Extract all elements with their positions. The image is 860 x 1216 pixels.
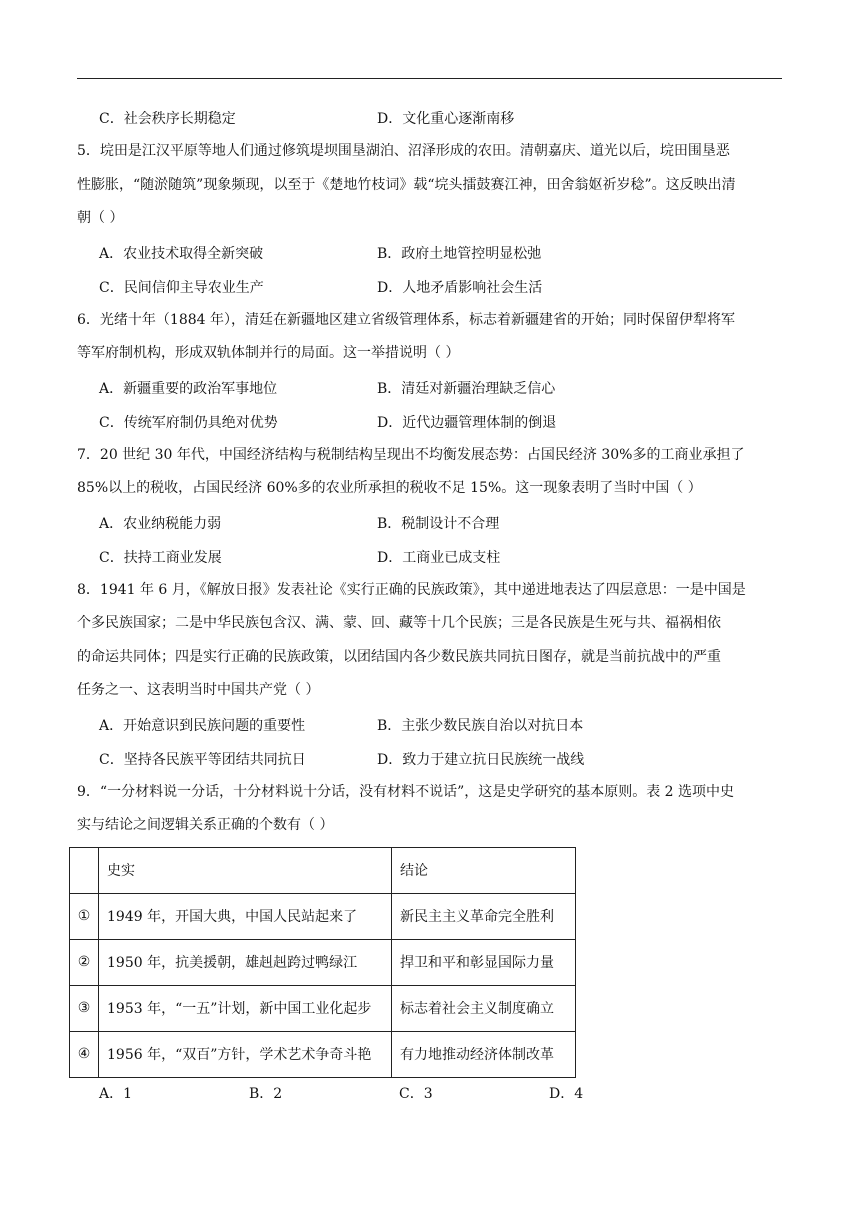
question-8 [77, 574, 783, 776]
option-b[interactable]: B．2 [249, 1085, 283, 1102]
question-7 [77, 439, 783, 574]
question-text: 性膨胀，“随淤随筑”现象频现，以至于《楚地竹枝词》载“垸头擂鼓赛江神，田舍翁妪祈岁稔”。这反映出清 [77, 176, 736, 193]
row-conclusion: 新民主主义革命完全胜利 [392, 893, 576, 939]
question-text: 朝（ ） [77, 210, 124, 226]
row-fact: 1949 年，开国大典，中国人民站起来了 [99, 893, 392, 939]
row-conclusion: 标志着社会主义制度确立 [392, 985, 576, 1031]
question-text: 6．光绪十年（1884 年），清廷在新疆地区建立省级管理体系，标志着新疆建省的开始；同时保留伊犁将军 [77, 311, 735, 328]
option-d[interactable]: D．致力于建立抗日民族统一战线 [377, 751, 585, 768]
row-fact: 1956 年，“双百”方针，学术艺术争奇斗艳 [99, 1031, 392, 1077]
option-a[interactable]: A．1 [99, 1085, 133, 1102]
question-text: 的命运共同体；四是实行正确的民族政策，以团结国内各少数民族共同抗日图存，就是当前抗战中的严重 [77, 648, 721, 665]
options-row [77, 236, 783, 270]
question-text: 85%以上的税收，占国民经济 60%多的农业所承担的税收不足 15%。这一现象表明了当时中国（ ） [77, 480, 702, 496]
header-fact-cell: 史实 [99, 847, 392, 893]
question-text: 实与结论之间逻辑关系正确的个数有（ ） [77, 817, 334, 833]
row-num: ① [70, 893, 99, 939]
option-b[interactable]: B．政府土地管控明显松弛 [377, 245, 542, 262]
options-row [77, 1078, 783, 1108]
option-c[interactable]: C．社会秩序长期稳定 [99, 111, 236, 127]
option-c[interactable]: C．民间信仰主导农业生产 [99, 279, 264, 296]
question-9 [77, 776, 783, 1108]
options-row [77, 506, 783, 540]
question-text: 任务之一、这表明当时中国共产党（ ） [77, 682, 320, 698]
option-a[interactable]: A．农业技术取得全新突破 [99, 245, 264, 262]
row-num: ③ [70, 985, 99, 1031]
q4-options [77, 101, 783, 135]
option-c[interactable]: C．3 [399, 1085, 433, 1102]
option-d[interactable]: D．近代边疆管理体制的倒退 [377, 414, 557, 431]
option-d[interactable]: D．工商业已成支柱 [377, 549, 501, 566]
row-fact: 1953 年，“一五”计划，新中国工业化起步 [99, 985, 392, 1031]
table-header-row [70, 847, 576, 893]
exam-content [77, 101, 783, 1108]
option-b[interactable]: B．主张少数民族自治以对抗日本 [377, 717, 584, 734]
facts-table [69, 847, 576, 1078]
table-row [70, 939, 576, 985]
row-fact: 1950 年，抗美援朝，雄赳赳跨过鸭绿江 [99, 939, 392, 985]
row-conclusion: 有力地推动经济体制改革 [392, 1031, 576, 1077]
question-text: 个多民族国家；二是中华民族包含汉、满、蒙、回、藏等十几个民族；三是各民族是生死与共、福祸相依 [77, 615, 721, 631]
option-c[interactable]: C．传统军府制仍具绝对优势 [99, 414, 278, 431]
option-a[interactable]: A．新疆重要的政治军事地位 [99, 380, 278, 397]
option-b[interactable]: B．清廷对新疆治理缺乏信心 [377, 380, 556, 397]
option-d[interactable]: D．4 [549, 1085, 584, 1102]
options-row [77, 742, 783, 776]
option-a[interactable]: A．开始意识到民族问题的重要性 [99, 717, 306, 734]
table-row [70, 893, 576, 939]
option-a[interactable]: A．农业纳税能力弱 [99, 515, 222, 532]
question-6 [77, 304, 783, 439]
option-c[interactable]: C．扶持工商业发展 [99, 549, 222, 566]
row-conclusion: 捍卫和平和彰显国际力量 [392, 939, 576, 985]
header-num-cell [70, 847, 99, 893]
header-conclusion-cell: 结论 [392, 847, 576, 893]
options-row [77, 371, 783, 405]
options-row [77, 405, 783, 439]
question-text: 等军府制机构，形成双轨体制并行的局面。这一举措说明（ ） [77, 345, 460, 361]
option-b[interactable]: B．税制设计不合理 [377, 515, 500, 532]
question-5 [77, 135, 783, 304]
row-num: ② [70, 939, 99, 985]
question-text: 8．1941 年 6 月，《解放日报》发表社论《实行正确的民族政策》，其中递进地表达了四层意思：一是中国是 [77, 581, 746, 598]
option-d[interactable]: D．文化重心逐渐南移 [377, 111, 515, 127]
table-row [70, 1031, 576, 1077]
options-row [77, 708, 783, 742]
question-text: 9．“一分材料说一分话，十分材料说十分话，没有材料不说话”，这是史学研究的基本原则。表 2 选项中史 [77, 783, 735, 800]
option-d[interactable]: D．人地矛盾影响社会生活 [377, 279, 543, 296]
options-row [77, 540, 783, 574]
option-c[interactable]: C．坚持各民族平等团结共同抗日 [99, 751, 306, 768]
options-row [77, 270, 783, 304]
header-rule [77, 78, 782, 79]
row-num: ④ [70, 1031, 99, 1077]
question-text: 5．垸田是江汉平原等地人们通过修筑堤坝围垦湖泊、沼泽形成的农田。清朝嘉庆、道光以后，垸田围垦恶 [77, 143, 730, 159]
table-row [70, 985, 576, 1031]
question-text: 7．20 世纪 30 年代，中国经济结构与税制结构呈现出不均衡发展态势：占国民经济 30%多的工商业承担了 [77, 446, 745, 463]
